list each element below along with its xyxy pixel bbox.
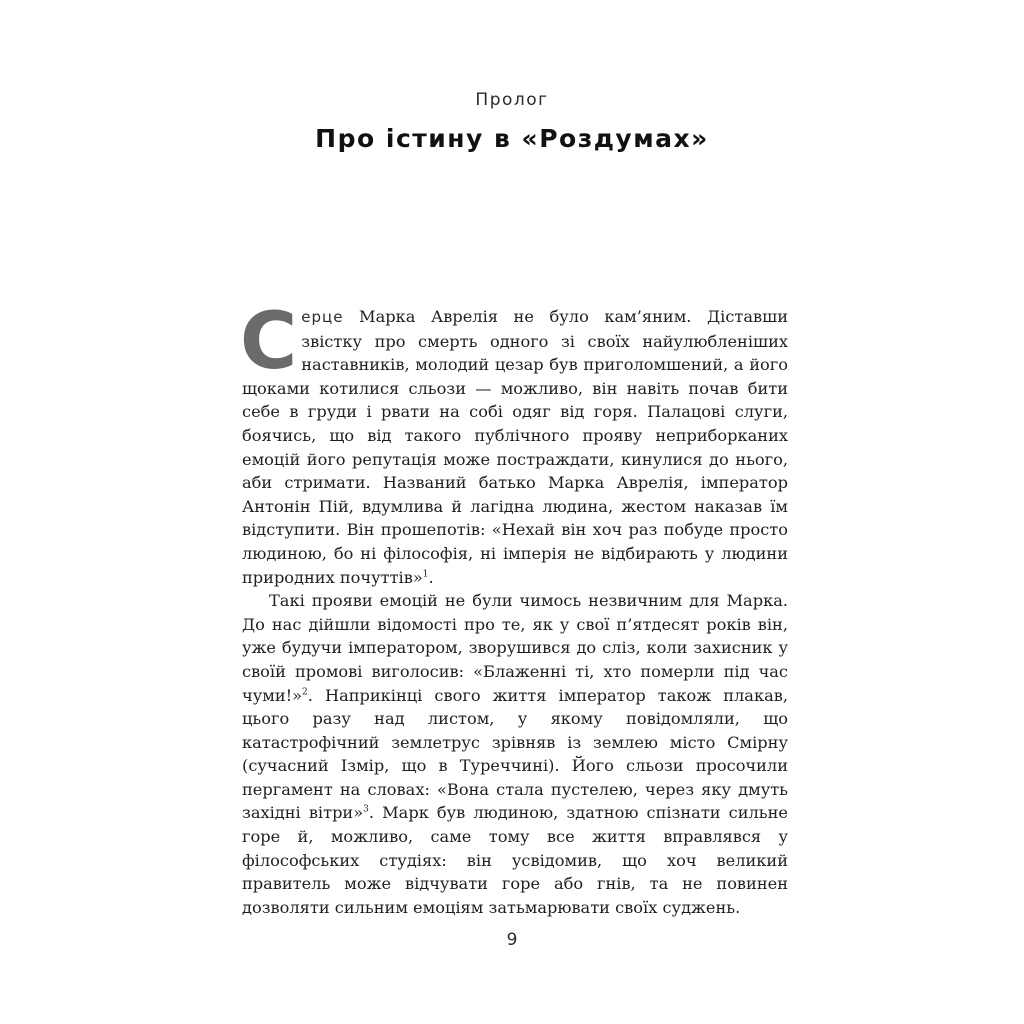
paragraph-2-text-part2: . Наприкінці свого життя імператор також плакав, цього разу над листом, у якому повідомляли, що катастрофічний землетрус зрівняв із землею місто Смірну (сучасний Ізмір, що в Туреччині). Його сльози просочили пергамент на словах: «Вона стала пустелею, через яку дмуть західні вітри» — [242, 685, 788, 823]
paragraph-2-text-part3: . Марк був людиною, здатною спізнати сильне горе й, можливо, саме тому все життя вправлявся у філософських студіях: він усвідомив, що хоч великий правитель може відчувати горе або гнів, та не повинен дозволяти сильним емоціям затьмарювати своїх суджень. — [242, 803, 788, 917]
chapter-label: Пролог — [475, 90, 549, 110]
paragraph-2 — [242, 589, 788, 919]
page-number: 9 — [506, 930, 518, 950]
paragraph-1 — [240, 297, 788, 589]
chapter-title: Про істину в «Роздумах» — [315, 124, 709, 153]
paragraph-1-text: Марка Аврелія не було кам’яним. Діставши звістку про смерть одного зі своїх найулюбленіших наставників, молодий цезар був приголомшений, а його щоками котилися сльози — можливо, він навіть почав бити себе в груди і рвати на собі одяг від горя. Палацові слуги, боячись, що від такого публічного прояву неприборканих емоцій його репутація може постраждати, кинулися до нього, аби стримати. Названий батько Марка Аврелія, імператор Антонін Пій, вдумлива й лагідна людина, жестом наказав їм відступити. Він прошепотів: «Нехай він хоч раз побуде просто людиною, бо ні філософія, ні імперія не відбирають у людини природних почуттів» — [242, 307, 788, 587]
paragraph-2-text-part1: Такі прояви емоцій не були чимось незвичним для Марка. До нас дійшли відомості про те, як у свої п’ятдесят років він, уже будучи імператором, зворушився до сліз, коли захисник у своїй промові виголосив: «Блаженні ті, хто померли під час чуми!» — [242, 591, 788, 705]
drop-cap: С — [240, 297, 298, 387]
footnote-marker: 1 — [422, 569, 429, 580]
footnote-marker: 2 — [302, 687, 308, 698]
first-word-smallcaps: ерце — [301, 308, 344, 326]
paragraph-1-end: . — [428, 567, 434, 587]
body-text — [240, 297, 788, 919]
footnote-marker: 3 — [363, 805, 369, 816]
